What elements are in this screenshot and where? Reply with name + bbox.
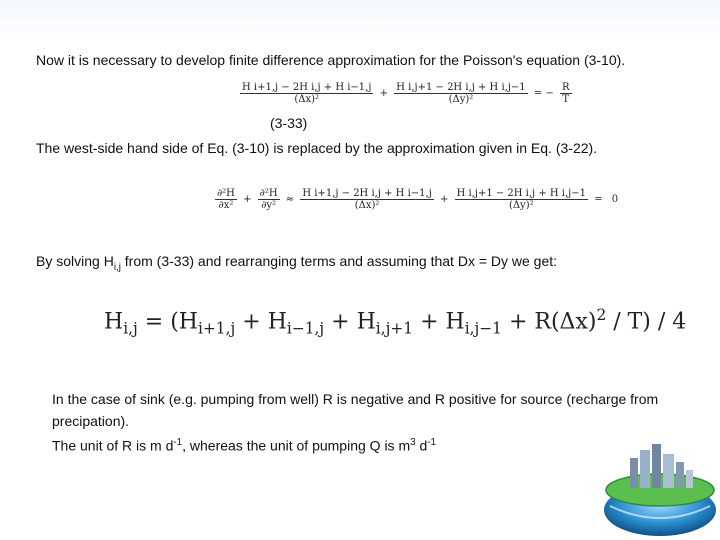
lhs-subscript: i,j — [123, 319, 138, 338]
units-text-c: d — [415, 437, 428, 454]
fraction-y-denominator: (Δy)² — [508, 200, 534, 211]
lhs-h: H — [104, 309, 124, 335]
equation-number: (3-33) — [270, 115, 308, 131]
d2h-dx2-denominator: ∂x² — [218, 200, 234, 211]
d2h-dy2 — [258, 188, 280, 211]
units-sup-2: 3 — [410, 437, 416, 448]
globe-city-icon — [600, 440, 718, 538]
solving-subscript: i,j — [113, 261, 121, 273]
solving-paragraph — [36, 250, 706, 279]
plus-operator: + — [379, 88, 389, 99]
equals-minus-operator: = − — [533, 88, 554, 99]
equation-3-33 — [240, 82, 572, 105]
d2h-dy2-numerator: ∂²H — [259, 188, 278, 199]
fraction-y-denominator: (Δy)² — [448, 94, 474, 105]
fraction-x-denominator: (Δx)² — [294, 94, 320, 105]
term5: + R(Δx) — [508, 309, 597, 335]
d2h-dx2-numerator: ∂²H — [217, 188, 235, 199]
replacement-paragraph: The west-side hand side of Eq. (3-10) is replaced by the approximation given in Eq. (3-22). — [36, 140, 598, 156]
solving-text-prefix: By solving H — [36, 253, 114, 269]
fraction-r-over-t — [560, 82, 572, 105]
term2-subscript: i−1,j — [286, 319, 325, 338]
d2h-dy2-denominator: ∂y² — [261, 200, 277, 211]
term5-superscript: 2 — [596, 306, 607, 324]
fraction-y-numerator: H i,j+1 − 2H i,j + H i,j−1 — [396, 82, 526, 93]
units-sup-1: -1 — [173, 437, 183, 448]
solving-text-suffix: from (3-33) and rearranging terms and assuming that Dx = Dy we get: — [120, 253, 558, 269]
fraction-y — [455, 188, 588, 211]
rhs-open: = (H — [144, 309, 198, 335]
plus-operator: + — [439, 194, 449, 205]
rhs-zero: 0 — [611, 194, 619, 205]
fraction-x — [240, 82, 373, 105]
sink-source-line1: In the case of sink (e.g. pumping from well) R is negative and R positive for source (recharge from precipation). — [52, 391, 659, 429]
term3: + H — [331, 309, 376, 335]
rhs-denominator: T — [562, 94, 570, 105]
approx-operator: ≈ — [285, 194, 295, 205]
fraction-x — [300, 188, 433, 211]
fraction-x-numerator: H i+1,j − 2H i,j + H i−1,j — [242, 82, 372, 93]
fraction-x-denominator: (Δx)² — [354, 200, 380, 211]
fraction-x-numerator: H i+1,j − 2H i,j + H i−1,j — [302, 188, 432, 199]
term4: + H — [420, 309, 465, 335]
term2: + H — [242, 309, 287, 335]
equals-operator: = — [594, 194, 603, 205]
d2h-dx2 — [215, 188, 237, 211]
equation-solution — [104, 306, 686, 338]
rhs-numerator: R — [561, 82, 570, 93]
fraction-y-numerator: H i,j+1 − 2H i,j + H i,j−1 — [456, 188, 587, 199]
plus-operator: + — [243, 194, 252, 205]
units-text-b: , whereas the unit of pumping Q is m — [182, 437, 411, 454]
units-line — [52, 432, 672, 457]
intro-paragraph: Now it is necessary to develop finite difference approximation for the Poisson's equation (3-10). — [36, 52, 626, 68]
term3-subscript: i,j+1 — [375, 319, 414, 338]
units-text-a: The unit of R is m d — [52, 437, 174, 454]
sink-source-paragraph — [52, 388, 672, 457]
fraction-y — [394, 82, 527, 105]
term4-subscript: i,j−1 — [464, 319, 502, 338]
term6: / T) / 4 — [606, 309, 687, 335]
equation-laplacian — [215, 188, 621, 211]
units-sup-3: -1 — [427, 437, 436, 448]
term1-subscript: i+1,j — [197, 319, 236, 338]
